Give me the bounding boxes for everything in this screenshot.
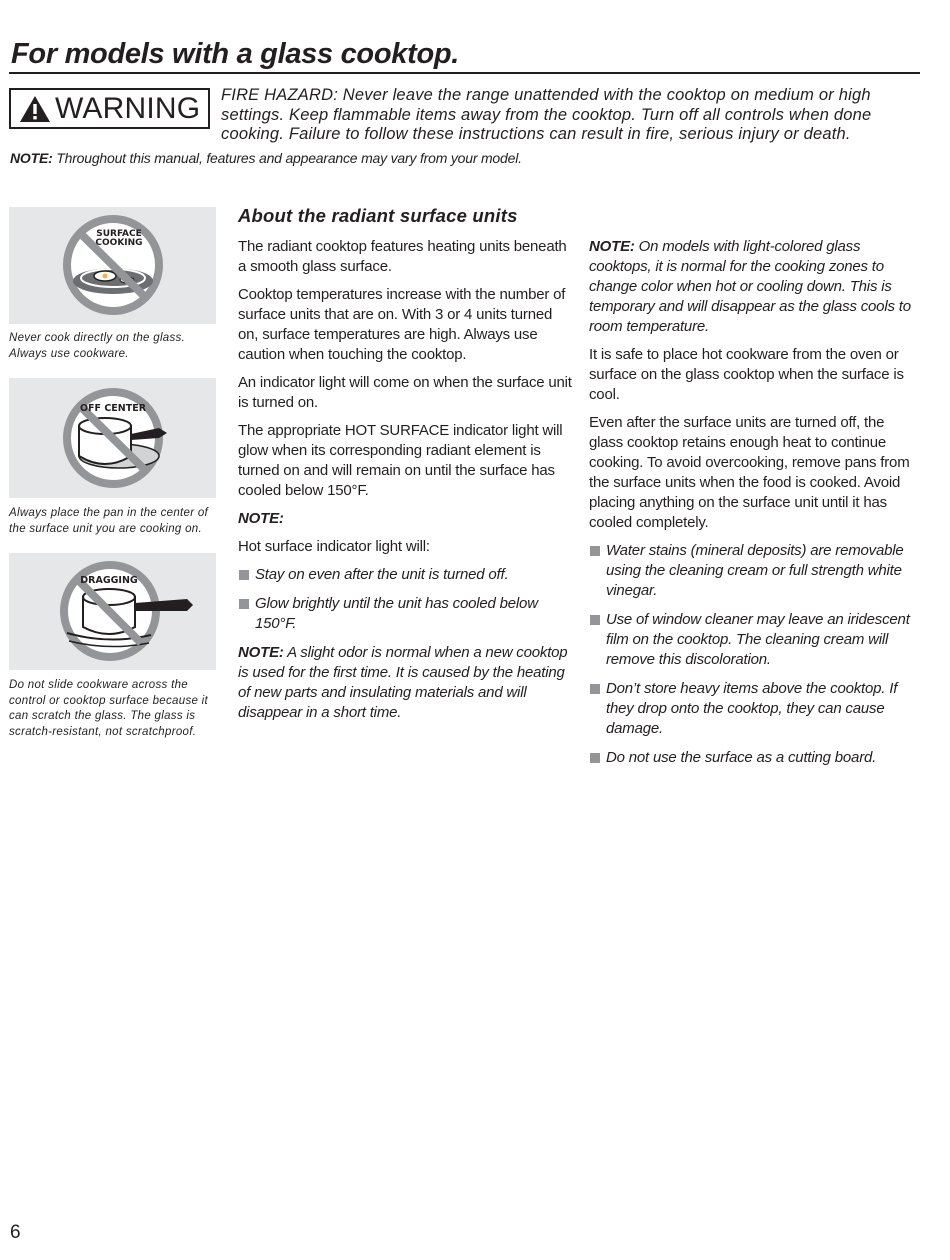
list-item [589, 610, 919, 670]
badge-line-2: COOKING [95, 238, 143, 248]
note-text: A slight odor is normal when a new cooktop is used for the first time. It is caused by the heating of new parts and insulating materials and will disappear in a short time. [238, 644, 568, 721]
no-direct-cooking-icon [9, 207, 216, 324]
bullet-square-icon [590, 684, 600, 694]
paragraph: The radiant cooktop features heating units beneath a smooth glass surface. [238, 238, 567, 275]
warning-triangle-icon [19, 95, 51, 123]
badge-dragging: DRAGGING [80, 575, 138, 586]
list-item [238, 565, 573, 585]
list-item [589, 541, 919, 601]
paragraph: Hot surface indicator light will: [238, 538, 430, 555]
list-item-text: Don’t store heavy items above the cooktop. If they drop onto the cooktop, they can cause damage. [606, 680, 898, 737]
column-right [589, 237, 919, 777]
paragraph: Cooktop temperatures increase with the number of surface units that are on. With 3 or 4 units turned on, surface temperatures are high. Always use caution when touching the cooktop. [238, 286, 566, 363]
off-center-pan-icon [9, 378, 216, 498]
bullet-square-icon [590, 546, 600, 556]
caption-off-center: Always place the pan in the center of the surface unit you are cooking on. [9, 507, 209, 535]
badge-off-center: OFF CENTER [79, 403, 147, 414]
off-center-illustration [9, 378, 216, 498]
warning-text: FIRE HAZARD: Never leave the range unattended with the cooktop on medium or high settings. Keep flammable items away from the cooktop. Turn off all controls when done cooking. Failure to follow these instructions can result in fire, serious injury or death. [221, 86, 872, 143]
paragraph: An indicator light will come on when the surface unit is turned on. [238, 374, 572, 411]
bullet-square-icon [590, 753, 600, 763]
note-heading [238, 509, 573, 529]
warning-badge [9, 88, 210, 129]
section-heading: About the radiant surface units [238, 205, 518, 226]
title-divider [9, 72, 920, 74]
list-item-text: Water stains (mineral deposits) are removable using the cleaning cream or full strength white vinegar. [606, 542, 904, 599]
list-item [589, 748, 919, 768]
dragging-illustration [9, 553, 216, 670]
list-item [238, 594, 573, 634]
note-label: NOTE: [238, 510, 284, 527]
surface-cooking-illustration [9, 207, 216, 324]
manual-note [10, 150, 522, 166]
odor-note [238, 643, 573, 723]
bullet-square-icon [590, 615, 600, 625]
list-item-text: Glow brightly until the unit has cooled below 150°F. [255, 595, 538, 632]
badge-line-1: SURFACE [96, 229, 142, 239]
note-label: NOTE: [238, 644, 284, 661]
list-item-text: Use of window cleaner may leave an iridescent film on the cooktop. The cleaning cream will remove this discoloration. [606, 611, 910, 668]
note-label: NOTE: [10, 150, 53, 166]
page-number: 6 [10, 1222, 21, 1243]
paragraph: It is safe to place hot cookware from the oven or surface on the glass cooktop when the surface is cool. [589, 346, 904, 403]
list-item [589, 679, 919, 739]
warning-label: WARNING [55, 91, 201, 125]
list-item-text: Do not use the surface as a cutting board. [606, 749, 877, 766]
bullet-square-icon [239, 570, 249, 580]
glass-color-note [589, 237, 919, 337]
note-text: Throughout this manual, features and appearance may vary from your model. [52, 150, 522, 166]
note-label: NOTE: [589, 238, 635, 255]
paragraph: The appropriate HOT SURFACE indicator light will glow when its corresponding radiant element is turned on and will remain on until the surface has cooled below 150°F. [238, 422, 563, 499]
caption-surface-cooking: Never cook directly on the glass. Always use cookware. [9, 332, 186, 360]
bullet-square-icon [239, 599, 249, 609]
paragraph: Even after the surface units are turned off, the glass cooktop retains enough heat to continue cooking. To avoid overcooking, remove pans from the surface units when the food is cooked. Avoid placing anything on the surface unit until it has cooled completely. [589, 414, 910, 531]
no-dragging-icon [9, 553, 216, 670]
list-item-text: Stay on even after the unit is turned off. [255, 566, 509, 583]
page-title: For models with a glass cooktop. [11, 38, 460, 70]
caption-dragging: Do not slide cookware across the control or cooktop surface because it can scratch the glass. The glass is scratch-resistant, not scratchproof. [9, 679, 209, 738]
note-text: On models with light-colored glass cooktops, it is normal for the cooking zones to change color when hot or cooling down. This is temporary and will disappear as the glass cools to room temperature. [589, 238, 911, 335]
column-left [238, 237, 573, 731]
